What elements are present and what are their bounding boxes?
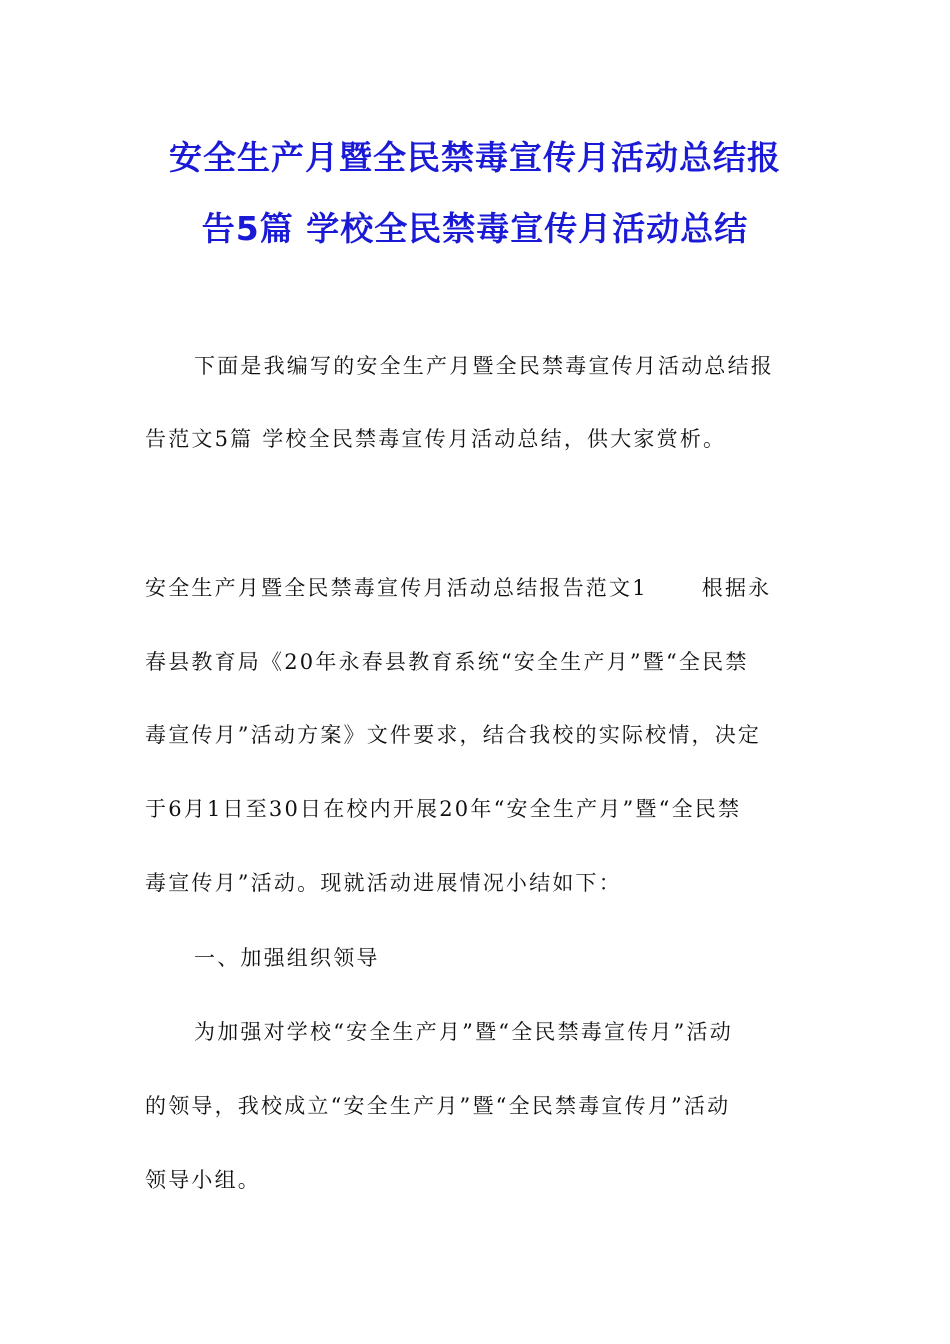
intro-paragraph-line-1: 下面是我编写的安全生产月暨全民禁毒宣传月活动总结报 [194,354,774,378]
paragraph-1-heading: 安全生产月暨全民禁毒宣传月活动总结报告范文1 [145,576,648,600]
paragraph-1-line-4: 于6月1日至30日在校内开展20年“安全生产月”暨“全民禁 [145,797,742,821]
section-1-line-3: 领导小组。 [145,1168,261,1192]
paragraph-1-line-3: 毒宣传月”活动方案》文件要求，结合我校的实际校情，决定 [145,723,762,747]
paragraph-1-line-2: 春县教育局《20年永春县教育系统“安全生产月”暨“全民禁 [145,650,749,674]
section-1-line-2: 的领导，我校成立“安全生产月”暨“全民禁毒宣传月”活动 [145,1094,731,1118]
paragraph-1-opening-text: 根据永 [701,576,772,600]
section-1-heading: 一、加强组织领导 [194,946,380,970]
document-title-line-1: 安全生产月暨全民禁毒宣传月活动总结报 [169,138,781,177]
section-1-line-1: 为加强对学校“安全生产月”暨“全民禁毒宣传月”活动 [194,1020,733,1044]
document-title-line-2: 告5篇 学校全民禁毒宣传月活动总结 [201,209,749,248]
paragraph-1-line-5: 毒宣传月”活动。现就活动进展情况小结如下： [145,871,622,895]
paragraph-1-line-1 [145,572,805,602]
intro-paragraph-line-2: 告范文5篇 学校全民禁毒宣传月活动总结，供大家赏析。 [145,427,727,451]
